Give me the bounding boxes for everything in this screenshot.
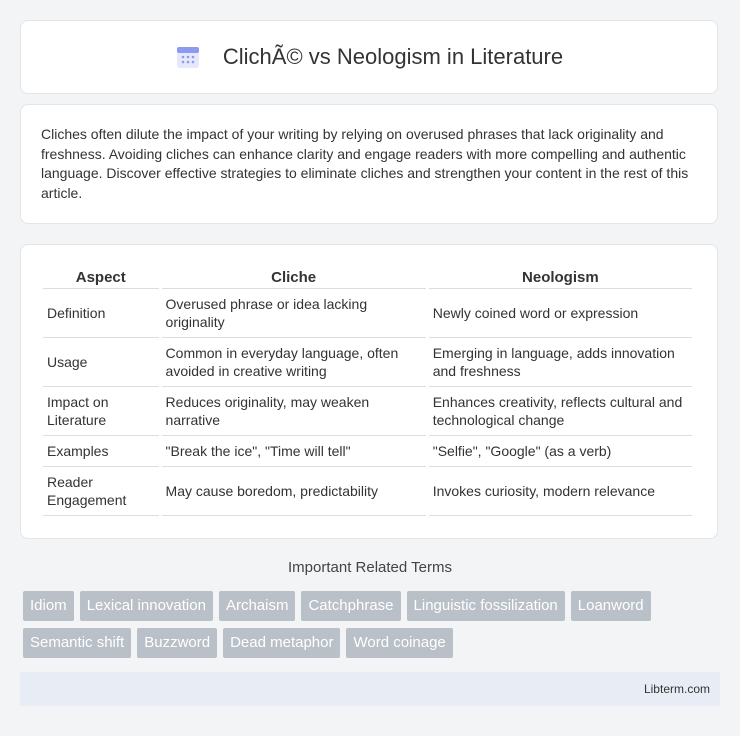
table-row	[43, 387, 692, 436]
intro-text: Cliches often dilute the impact of your writing by relying on overused phrases that lack originality and freshness. Avoiding cliches can enhance clarity and engage readers with more compelling and authentic language. Discover effective strategies to eliminate cliches and strengthen your content in the rest of this article.	[41, 126, 689, 201]
table-cell: Examples	[43, 436, 159, 467]
table-cell: Enhances creativity, reflects cultural and technological change	[429, 387, 692, 436]
header-cliche: Cliche	[162, 265, 426, 289]
page-title: ClichÃ© vs Neologism in Literature	[222, 44, 564, 69]
related-term-tag[interactable]: Semantic shift	[23, 628, 131, 658]
related-term-tag[interactable]: Idiom	[23, 591, 74, 621]
related-term-tag[interactable]: Archaism	[219, 591, 296, 621]
table-cell: Emerging in language, adds innovation and freshness	[429, 338, 692, 387]
related-term-tag[interactable]: Loanword	[571, 591, 651, 621]
table-cell: "Break the ice", "Time will tell"	[162, 436, 426, 467]
header-neologism: Neologism	[429, 265, 692, 289]
table-row	[43, 467, 692, 516]
table-header-row	[43, 265, 692, 289]
related-terms-list	[23, 591, 723, 665]
footer	[20, 672, 720, 706]
comparison-table	[40, 265, 695, 516]
related-term-tag[interactable]: Word coinage	[346, 628, 452, 658]
table-cell: Overused phrase or idea lacking originality	[162, 289, 426, 338]
comparison-card	[20, 244, 718, 539]
table-cell: Reader Engagement	[43, 467, 159, 516]
table-row	[43, 436, 692, 467]
table-cell: Common in everyday language, often avoided in creative writing	[162, 338, 426, 387]
table-cell: May cause boredom, predictability	[162, 467, 426, 516]
table-cell: Usage	[43, 338, 159, 387]
related-term-tag[interactable]: Linguistic fossilization	[407, 591, 565, 621]
table-cell: Impact on Literature	[43, 387, 159, 436]
related-terms-title: Important Related Terms	[288, 559, 452, 576]
table-cell: Invokes curiosity, modern relevance	[429, 467, 692, 516]
intro-card	[20, 104, 718, 224]
calendar-icon	[175, 44, 201, 70]
header-aspect: Aspect	[43, 265, 159, 289]
related-term-tag[interactable]: Buzzword	[137, 628, 217, 658]
table-cell: Newly coined word or expression	[429, 289, 692, 338]
related-term-tag[interactable]: Dead metaphor	[223, 628, 340, 658]
table-cell: Definition	[43, 289, 159, 338]
table-row	[43, 289, 692, 338]
footer-brand[interactable]: Libterm.com	[643, 682, 710, 696]
table-row	[43, 338, 692, 387]
header-card	[20, 20, 718, 94]
table-cell: Reduces originality, may weaken narrative	[162, 387, 426, 436]
related-term-tag[interactable]: Lexical innovation	[80, 591, 213, 621]
related-term-tag[interactable]: Catchphrase	[301, 591, 400, 621]
table-cell: "Selfie", "Google" (as a verb)	[429, 436, 692, 467]
